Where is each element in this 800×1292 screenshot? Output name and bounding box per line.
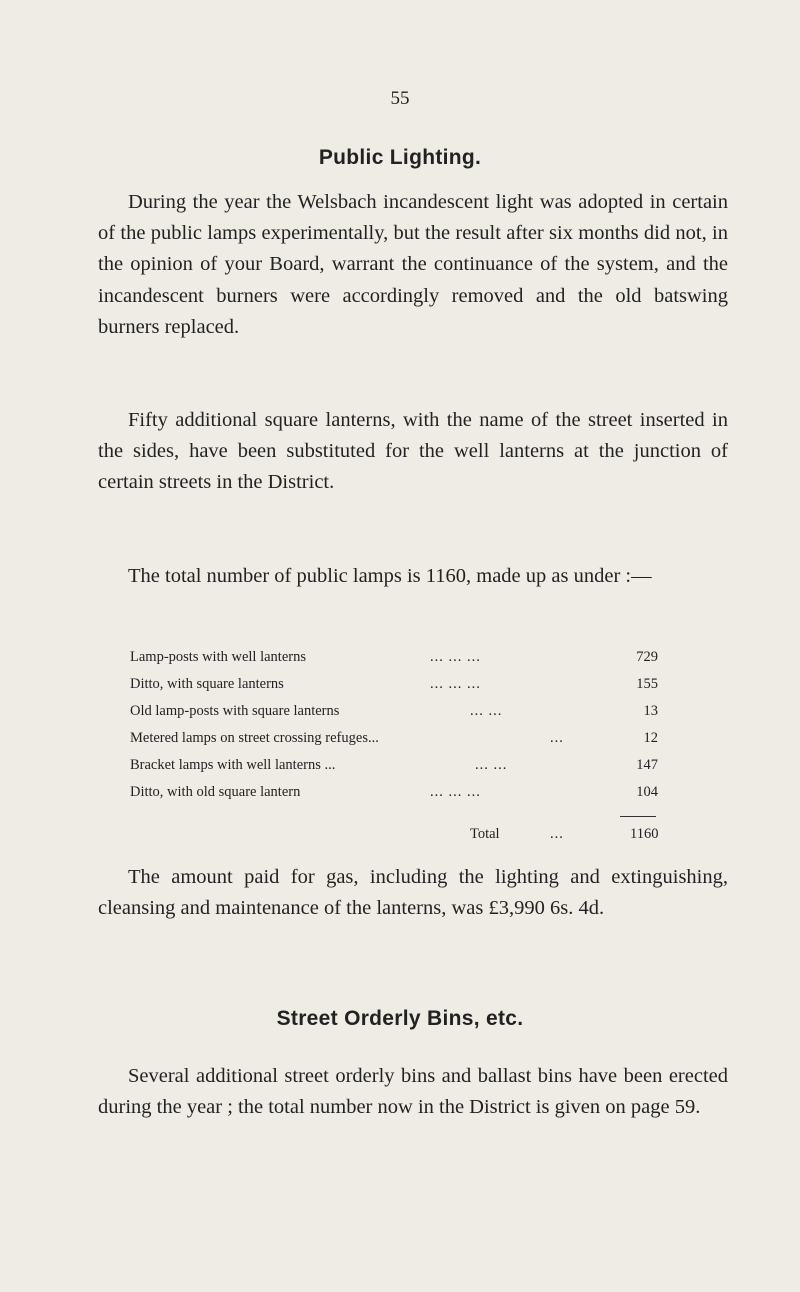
row-leader-dots: ... ... ... [430,676,481,692]
table-row [130,644,690,671]
row-leader-dots: ... [550,730,564,746]
total-leader-dots: ... [550,826,564,842]
row-label: Ditto, with old square lantern [130,784,301,800]
table-row [130,698,690,725]
table-row [130,671,690,698]
total-row [130,820,690,848]
row-value: 155 [636,676,658,692]
row-label: Lamp-posts with well lanterns [130,649,306,665]
total-label: Total [470,826,500,842]
row-value: 12 [643,730,658,746]
page-number: 55 [390,88,410,109]
table-row [130,725,690,752]
total-rule-line [620,816,656,817]
paragraph-total-lamps: The total number of public lamps is 1160, made up as under :— [128,565,652,587]
row-label: Old lamp-posts with square lanterns [130,703,340,719]
row-value: 729 [636,649,658,665]
row-leader-dots: ... ... ... [430,649,481,665]
total-divider [130,806,690,820]
row-leader-dots: ... ... [475,757,508,773]
row-label: Bracket lamps with well lanterns ... [130,757,336,773]
section-heading-public-lighting: Public Lighting. [318,146,482,169]
table-row [130,752,690,779]
row-label: Metered lamps on street crossing refuges... [130,730,379,746]
total-value: 1160 [630,826,659,842]
paragraph-orderly-bins: Several additional street orderly bins and ballast bins have been erected during the year ; the total number now in the District is given on page 59. [98,1065,728,1119]
row-label: Ditto, with square lanterns [130,676,284,692]
row-leader-dots: ... ... ... [430,784,481,800]
row-value: 147 [636,757,658,773]
paragraph-gas-cost: The amount paid for gas, including the lighting and extinguishing, cleansing and maintenance of the lanterns, was £3,990 6s. 4d. [98,866,728,920]
paragraph-welsbach: During the year the Welsbach incandescent light was adopted in certain of the public lamps experimentally, but the result after six months did not, in the opinion of your Board, warrant the continuance of the system, and the incandescent burners were accordingly removed and the old batswing burners replaced. [98,191,728,338]
row-value: 13 [643,703,658,719]
table-row [130,779,690,806]
section-heading-street-orderly-bins: Street Orderly Bins, etc. [276,1007,524,1030]
row-value: 104 [636,784,658,800]
row-leader-dots: ... ... [470,703,503,719]
lamp-count-table [130,644,690,848]
paragraph-square-lanterns: Fifty additional square lanterns, with the name of the street inserted in the sides, have been substituted for the well lanterns at the junction of certain streets in the District. [98,409,728,494]
